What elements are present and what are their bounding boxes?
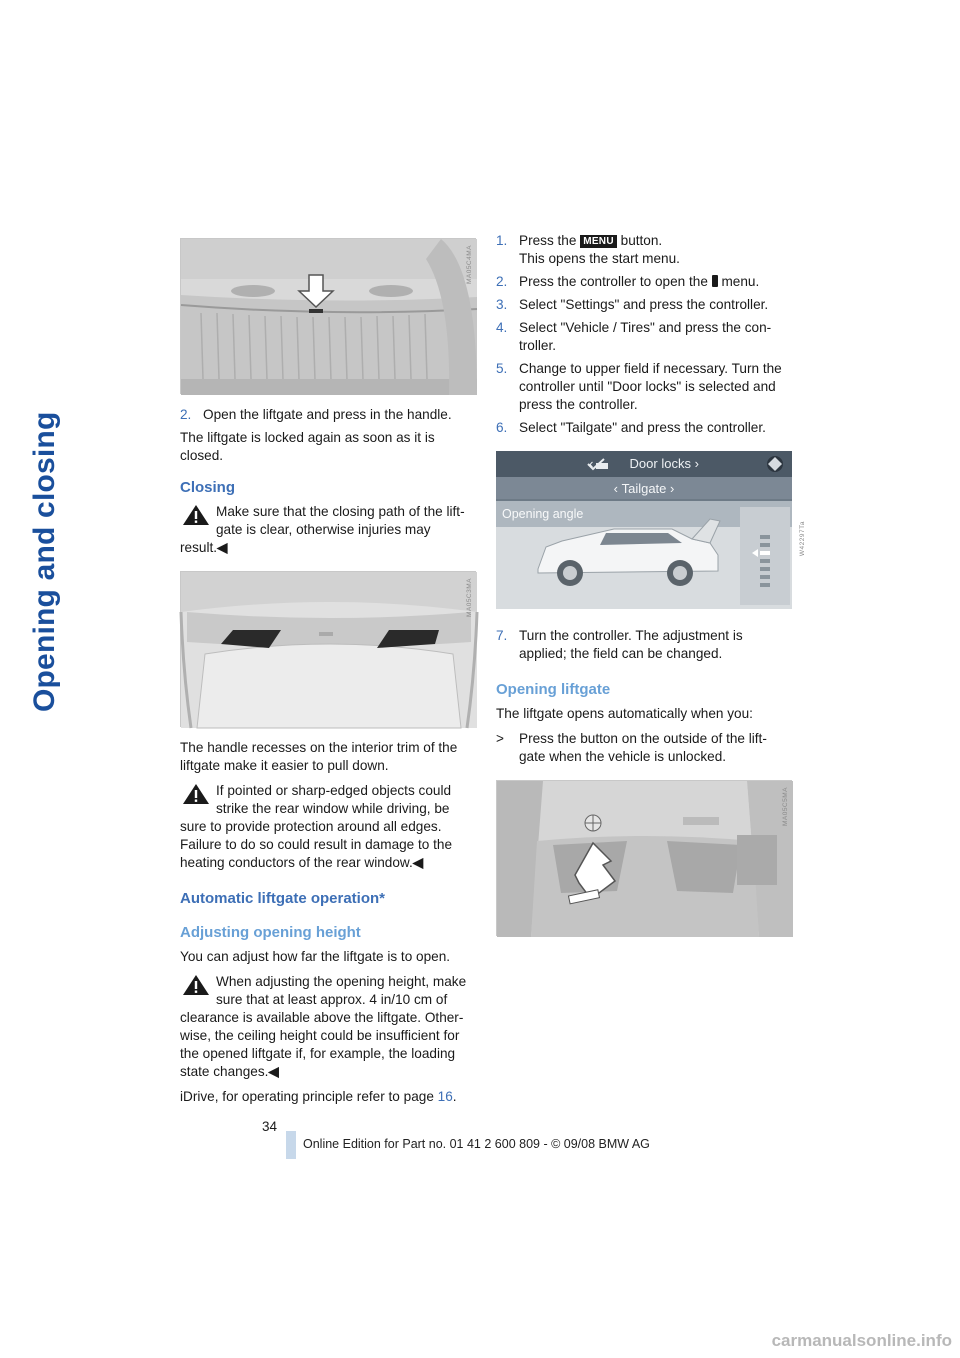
- handle-recesses-figure: [180, 571, 476, 727]
- watermark: carmanualsonline.info: [771, 1331, 952, 1350]
- page-number: 34: [262, 1119, 278, 1134]
- idrive-screen-figure: [496, 451, 806, 609]
- idrive-text: iDrive, for operating principle refer to page 16.: [180, 1089, 457, 1104]
- closing-heading: Closing: [180, 479, 235, 496]
- menu-button-icon: MENU: [580, 235, 617, 248]
- end-mark: ◀: [268, 1064, 279, 1079]
- step-turn-controller: 7. Turn the controller. The adjustment is applied; the field can be changed.: [496, 628, 743, 661]
- footer-edition: Online Edition for Part no. 01 41 2 600 809 - © 09/08 BMW AG: [303, 1137, 650, 1151]
- end-mark: ◀: [412, 855, 424, 870]
- step-open-liftgate: [180, 406, 476, 424]
- step-text: Open the liftgate and press in the handle.: [203, 407, 452, 422]
- height-warning: When adjusting the opening height, make sure that at least approx. 4 in/10 cm of clearance is available above the liftgate. Other-wise, the ceiling height could be insufficient for the opened liftgate if, for example, the loading state changes.◀: [180, 974, 467, 1079]
- screen-submenu-tailgate[interactable]: ‹ Tailgate ›: [613, 481, 675, 496]
- warning-icon: [182, 974, 210, 996]
- adjust-height-heading: Adjusting opening height: [180, 924, 361, 941]
- end-mark: ◀: [217, 540, 228, 555]
- right-column: [496, 232, 806, 936]
- handle-recesses-illustration: [181, 572, 477, 728]
- section-title: Opening and closing: [28, 411, 61, 712]
- opening-liftgate-heading: Opening liftgate: [496, 681, 611, 698]
- step-number: 2.: [180, 407, 192, 422]
- adjust-text: You can adjust how far the liftgate is to open.: [180, 949, 451, 964]
- relock-text: The liftgate is locked again as soon as it is closed.: [180, 430, 435, 463]
- liftgate-handle-illustration: [181, 239, 477, 395]
- figure-code: W42297Ta: [799, 521, 806, 557]
- liftgate-button-illustration: [497, 781, 793, 937]
- step-settings: 3. Select "Settings" and press the controller.: [496, 297, 769, 312]
- liftgate-handle-figure: [180, 238, 476, 394]
- closing-warning: Make sure that the closing path of the lift- gate is clear, otherwise injuries may result.◀: [180, 504, 465, 555]
- handle-text: The handle recesses on the interior trim of the liftgate make it easier to pull down.: [180, 740, 458, 773]
- step-vehicle-tires: 4. Select "Vehicle / Tires" and press the con-troller.: [496, 320, 772, 353]
- info-menu-icon: [712, 275, 718, 287]
- opening-text: The liftgate opens automatically when you:: [496, 706, 753, 721]
- step-tailgate: 6. Select "Tailgate" and press the controller.: [496, 420, 766, 435]
- figure-code: MA05C5MA: [782, 787, 789, 827]
- opening-bullet: > Press the button on the outside of the lift-gate when the vehicle is unlocked.: [496, 731, 767, 764]
- warning-icon: [182, 504, 210, 526]
- figure-code: MA05C4MA: [466, 245, 473, 285]
- liftgate-button-figure: [496, 780, 792, 936]
- idrive-screen-background: [496, 451, 792, 609]
- step-press-menu: 1. Press the MENU button. This opens the start menu.: [496, 233, 680, 266]
- sharp-objects-warning: If pointed or sharp-edged objects could strike the rear window while driving, be sure to provide protection around all edges. Failure to do so could result in damage to the heating conductors of the rear window.◀: [180, 783, 453, 870]
- warning-icon: [182, 783, 210, 805]
- screen-opening-angle-label: Opening angle: [502, 507, 584, 521]
- figure-code: MA05C3MA: [466, 578, 473, 618]
- step-door-locks: 5. Change to upper field if necessary. Turn the controller until "Door locks" is selected and press the controller.: [496, 361, 782, 412]
- footer-accent-bar: [286, 1131, 296, 1159]
- auto-liftgate-heading: Automatic liftgate operation*: [180, 890, 386, 907]
- page-link[interactable]: 16: [437, 1089, 453, 1104]
- left-column: [180, 238, 476, 1113]
- step-open-info-menu: 2. Press the controller to open the menu.: [496, 274, 760, 289]
- screen-menu-title[interactable]: ‹ Door locks ›: [589, 456, 699, 471]
